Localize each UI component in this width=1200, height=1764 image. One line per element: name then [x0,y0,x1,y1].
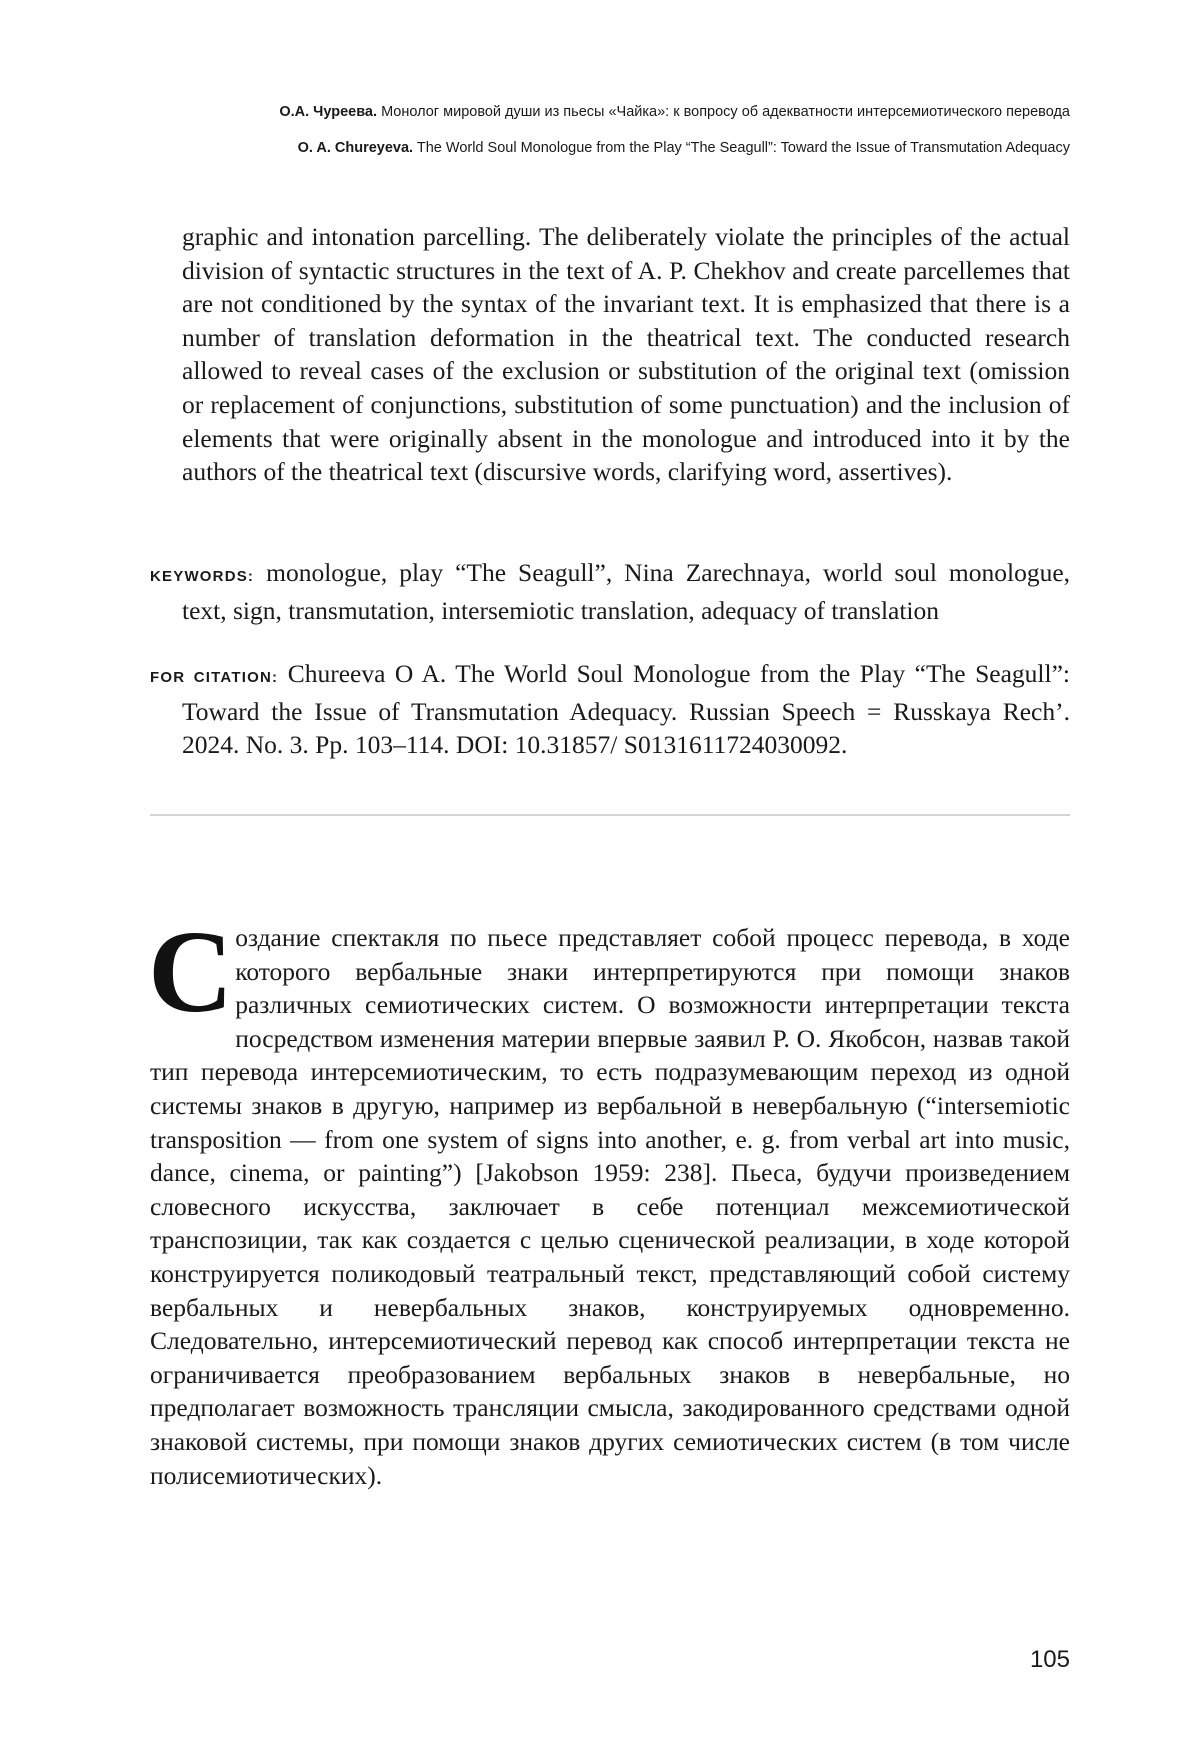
running-head-english [150,140,1070,156]
citation-label: FOR CITATION: [150,669,279,686]
running-head-ru-title: Монолог мировой души из пьесы «Чайка»: к вопросу об адекватности интерсемиотического перевода [381,104,1070,120]
running-head-ru-author: О.А. Чуреева. [279,104,378,120]
drop-cap: С [148,906,234,1037]
running-head-russian [150,104,1070,120]
article-body-text: оздание спектакля по пьесе представляет собой процесс перевода, в ходе которого вербальные знаки интерпретируются при помощи знаков различных семиотических систем. О возможности интерпретации текста посредством изменения материи впервые заявил Р. О. Якобсон, назвав такой тип перевода интерсемиотическим, то есть подразумевающим переход из одной системы знаков в другую, например из вербальной в невербальную (“intersemiotic transposition — from one system of signs into another, e. g. from verbal art into music, dance, cinema, or painting”) [Jakobson 1959: 238]. Пьеса, будучи произведением словесного искусства, заключает в себе потенциал межсемиотической транспозиции, так как создается с целью сценической реализации, в ходе которой конструируется поликодовый театральный текст, представляющий собой систему вербальных и невербальных знаков, конструируемых одновременно. Следовательно, интерсемиотический перевод как способ интерпретации текста не ограничивается преобразованием вербальных знаков в невербальные, но предполагает возможность трансляции смысла, закодированного средствами одной знаковой системы, при помощи знаков других семиотических систем (в том числе полисемиотических). [150,923,1070,1490]
citation-text: Chureeva O A. The World Soul Monologue from the Play “The Seagull”: Toward the Issue of Transmutation Adequacy. Russian Speech = Russkaya Rech’. 2024. No. 3. Pp. 103–114. DOI: 10.31857/ S0131611724030092. [182,659,1070,760]
running-head-en-author: O. A. Chureyeva. [297,140,414,156]
abstract-continuation: graphic and intonation parcelling. The deliberately violate the principles of the actual division of syntactic structures in the text of A. P. Chekhov and create parcellemes that are not conditioned by the syntax of the invariant text. It is emphasized that there is a number of translation deformation in the theatrical text. The conducted research allowed to reveal cases of the exclusion or substitution of the original text (omission or replacement of conjunctions, substitution of some punctuation) and the inclusion of elements that were originally absent in the monologue and introduced into it by the authors of the theatrical text (discursive words, clarifying word, assertives). [182,222,1070,487]
article-body-paragraph [148,906,1070,1492]
running-head-en-title: The World Soul Monologue from the Play “The Seagull”: Toward the Issue of Transmutation Adequacy [416,140,1070,156]
keywords-block [150,556,1070,627]
page-number: 105 [1029,1646,1070,1673]
keywords-label: KEYWORDS: [150,568,255,585]
keywords-text: monologue, play “The Seagull”, Nina Zarechnaya, world soul monologue, text, sign, transmutation, intersemiotic translation, adequacy of translation [182,558,1071,625]
citation-block [150,657,1070,762]
section-divider [150,814,1070,816]
